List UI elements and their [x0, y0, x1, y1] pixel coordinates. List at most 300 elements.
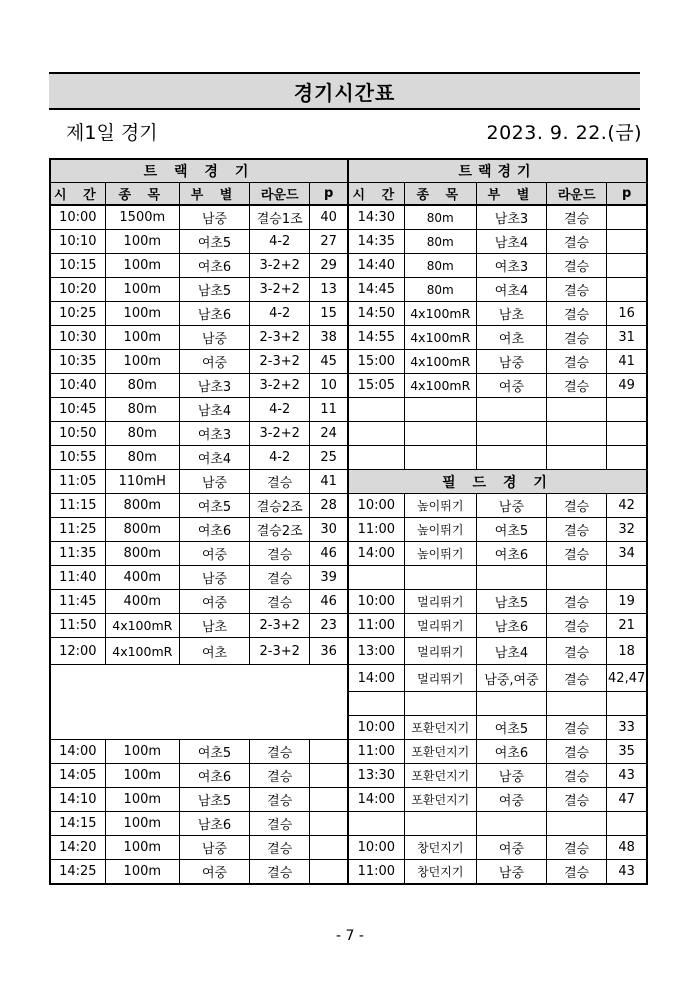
cell-right-page: 42 [607, 494, 647, 518]
table-row [50, 398, 647, 422]
header-page: p [607, 183, 647, 206]
cell-left-page: 46 [310, 590, 348, 614]
cell-right-round: 결승 [547, 302, 607, 326]
cell-left-round: 2-3+2 [250, 614, 310, 638]
cell-right-time [348, 398, 404, 422]
table-row [50, 566, 647, 590]
cell-left-time: 11:05 [50, 470, 105, 494]
cell-left-division: 남중 [179, 470, 249, 494]
cell-right-event: 4x100mR [404, 326, 476, 350]
cell-left-page [310, 740, 348, 764]
cell-right-page: 32 [607, 518, 647, 542]
cell-right-division: 여중 [476, 374, 546, 398]
cell-left-time: 14:15 [50, 812, 105, 836]
cell-right-round [547, 692, 607, 716]
cell-right-round [547, 566, 607, 590]
cell-left-division: 남중 [179, 566, 249, 590]
cell-left-division: 여초4 [179, 446, 249, 470]
table-row [50, 638, 647, 665]
cell-right-event: 포환던지기 [404, 788, 476, 812]
cell-right-division: 여초5 [476, 716, 546, 740]
cell-right-event: 80m [404, 230, 476, 254]
cell-right-page: 34 [607, 542, 647, 566]
cell-left-division: 여중 [179, 542, 249, 566]
cell-right-time: 11:00 [348, 740, 404, 764]
cell-right-event: 높이뛰기 [404, 494, 476, 518]
cell-right-event: 멀리뛰기 [404, 638, 476, 665]
cell-right-time: 15:05 [348, 374, 404, 398]
cell-right-division: 남중 [476, 764, 546, 788]
cell-right-event: 창던지기 [404, 860, 476, 885]
cell-left-event: 80m [105, 446, 179, 470]
cell-left-page [310, 860, 348, 885]
cell-left-division: 남중 [179, 326, 249, 350]
header-event: 종 목 [105, 183, 179, 206]
cell-right-division: 남중 [476, 494, 546, 518]
cell-left-time: 11:50 [50, 614, 105, 638]
cell-right-event [404, 692, 476, 716]
cell-right-division: 여초4 [476, 278, 546, 302]
cell-left-page: 24 [310, 422, 348, 446]
cell-right-time [348, 446, 404, 470]
cell-right-page: 35 [607, 740, 647, 764]
cell-right-time [348, 566, 404, 590]
cell-left-page: 29 [310, 254, 348, 278]
cell-right-time: 14:00 [348, 542, 404, 566]
cell-right-event: 멀리뛰기 [404, 590, 476, 614]
cell-right-round: 결승 [547, 254, 607, 278]
cell-right-time: 13:30 [348, 764, 404, 788]
cell-left-event: 400m [105, 566, 179, 590]
cell-right-event [404, 446, 476, 470]
cell-left-page: 10 [310, 374, 348, 398]
cell-left-time: 10:40 [50, 374, 105, 398]
cell-right-page [607, 812, 647, 836]
table-row [50, 665, 647, 692]
cell-left-division: 남중 [179, 836, 249, 860]
cell-left-time: 11:25 [50, 518, 105, 542]
cell-left-division: 여초6 [179, 254, 249, 278]
cell-left-round: 4-2 [250, 302, 310, 326]
cell-left-division: 여중 [179, 590, 249, 614]
cell-right-event [404, 422, 476, 446]
cell-right-page: 19 [607, 590, 647, 614]
cell-left-event: 100m [105, 230, 179, 254]
cell-left-event: 100m [105, 350, 179, 374]
cell-right-round: 결승 [547, 278, 607, 302]
cell-left-time: 11:15 [50, 494, 105, 518]
cell-right-event: 80m [404, 205, 476, 230]
cell-right-division [476, 422, 546, 446]
cell-right-page: 49 [607, 374, 647, 398]
day-label: 제1일 경기 [66, 122, 158, 144]
cell-right-time: 11:00 [348, 518, 404, 542]
cell-right-page: 41 [607, 350, 647, 374]
cell-right-division: 남초4 [476, 230, 546, 254]
cell-right-round [547, 422, 607, 446]
cell-right-event [404, 812, 476, 836]
cell-left-round: 결승 [250, 788, 310, 812]
header-page: p [310, 183, 348, 206]
cell-right-time: 10:00 [348, 716, 404, 740]
cell-left-page: 36 [310, 638, 348, 665]
cell-left-time: 14:10 [50, 788, 105, 812]
cell-right-page [607, 254, 647, 278]
cell-right-page: 47 [607, 788, 647, 812]
cell-left-event: 100m [105, 788, 179, 812]
cell-right-page [607, 230, 647, 254]
table-row [50, 278, 647, 302]
cell-left-time: 14:20 [50, 836, 105, 860]
table-row [50, 422, 647, 446]
cell-left-event: 800m [105, 494, 179, 518]
cell-right-division: 여초6 [476, 542, 546, 566]
cell-left-round: 결승1조 [250, 205, 310, 230]
cell-left-event: 100m [105, 302, 179, 326]
cell-right-division: 여초5 [476, 518, 546, 542]
cell-left-event: 1500m [105, 205, 179, 230]
cell-left-event: 100m [105, 812, 179, 836]
cell-right-division: 남초 [476, 302, 546, 326]
cell-left-event: 100m [105, 836, 179, 860]
table-row [50, 860, 647, 885]
cell-left-round: 결승 [250, 590, 310, 614]
cell-left-division: 남초 [179, 614, 249, 638]
cell-left-time: 10:20 [50, 278, 105, 302]
cell-left-page [310, 764, 348, 788]
cell-left-page: 39 [310, 566, 348, 590]
table-row [50, 614, 647, 638]
cell-left-round: 결승 [250, 470, 310, 494]
cell-right-division: 남초5 [476, 590, 546, 614]
cell-left-event: 100m [105, 764, 179, 788]
cell-left-round: 결승 [250, 860, 310, 885]
page-title: 경기시간표 [49, 72, 640, 110]
cell-right-time [348, 692, 404, 716]
cell-right-round: 결승 [547, 542, 607, 566]
cell-left-round: 결승2조 [250, 518, 310, 542]
cell-left-division: 여초3 [179, 422, 249, 446]
cell-left-round: 3-2+2 [250, 278, 310, 302]
cell-left-page: 28 [310, 494, 348, 518]
cell-left-round: 결승 [250, 764, 310, 788]
cell-left-time: 10:00 [50, 205, 105, 230]
table-row [50, 230, 647, 254]
cell-right-page: 43 [607, 764, 647, 788]
header-event: 종 목 [404, 183, 476, 206]
cell-left-event: 800m [105, 542, 179, 566]
cell-right-round: 결승 [547, 230, 607, 254]
cell-left-time: 10:55 [50, 446, 105, 470]
cell-right-division: 여초3 [476, 254, 546, 278]
cell-left-division: 남초6 [179, 812, 249, 836]
cell-left-division: 여초5 [179, 740, 249, 764]
cell-left-page: 30 [310, 518, 348, 542]
cell-left-time: 10:30 [50, 326, 105, 350]
cell-right-round: 결승 [547, 590, 607, 614]
cell-left-page: 25 [310, 446, 348, 470]
cell-right-division [476, 446, 546, 470]
cell-left-page: 41 [310, 470, 348, 494]
table-row [50, 740, 647, 764]
cell-left-page: 13 [310, 278, 348, 302]
table-row [50, 326, 647, 350]
cell-left-event: 400m [105, 590, 179, 614]
cell-right-time: 14:45 [348, 278, 404, 302]
cell-right-round [547, 812, 607, 836]
cell-right-time: 14:50 [348, 302, 404, 326]
cell-left-division: 여초6 [179, 518, 249, 542]
cell-left-division: 남초6 [179, 302, 249, 326]
cell-right-round: 결승 [547, 716, 607, 740]
header-time: 시 간 [348, 183, 404, 206]
cell-left-time: 10:35 [50, 350, 105, 374]
cell-left-event: 80m [105, 422, 179, 446]
cell-right-time: 14:00 [348, 665, 404, 692]
cell-right-event: 4x100mR [404, 350, 476, 374]
cell-left-event: 100m [105, 860, 179, 885]
right-section-title: 트랙경기 [348, 159, 647, 183]
cell-right-round [547, 398, 607, 422]
table-row [50, 590, 647, 614]
table-row [50, 542, 647, 566]
cell-right-time: 11:00 [348, 860, 404, 885]
cell-left-round: 2-3+2 [250, 326, 310, 350]
cell-right-event [404, 566, 476, 590]
cell-left-time: 11:35 [50, 542, 105, 566]
cell-left-division: 여초 [179, 638, 249, 665]
cell-left-event: 100m [105, 740, 179, 764]
cell-right-time: 14:35 [348, 230, 404, 254]
cell-left-page [310, 788, 348, 812]
cell-right-division: 여중 [476, 836, 546, 860]
schedule-table [49, 158, 648, 885]
cell-left-division: 여중 [179, 350, 249, 374]
table-row [50, 836, 647, 860]
cell-left-event: 110mH [105, 470, 179, 494]
cell-right-event: 멀리뛰기 [404, 665, 476, 692]
cell-right-round: 결승 [547, 740, 607, 764]
date-label: 2023. 9. 22.(금) [486, 122, 642, 144]
cell-left-time: 11:45 [50, 590, 105, 614]
cell-left-time: 14:00 [50, 740, 105, 764]
cell-right-time: 14:30 [348, 205, 404, 230]
table-row [50, 470, 647, 494]
table-row [50, 205, 647, 230]
cell-right-page [607, 278, 647, 302]
cell-left-event: 4x100mR [105, 614, 179, 638]
cell-left-division: 여초5 [179, 230, 249, 254]
cell-right-division: 남중 [476, 350, 546, 374]
cell-right-page [607, 446, 647, 470]
cell-right-division: 남중,여중 [476, 665, 546, 692]
field-section-title: 필 드 경 기 [348, 470, 647, 494]
cell-right-division: 여초 [476, 326, 546, 350]
cell-right-round [547, 446, 607, 470]
cell-right-page: 21 [607, 614, 647, 638]
cell-left-event: 80m [105, 374, 179, 398]
cell-right-time: 14:55 [348, 326, 404, 350]
cell-right-division: 남중 [476, 860, 546, 885]
cell-left-round: 결승 [250, 836, 310, 860]
cell-left-division: 여초5 [179, 494, 249, 518]
table-row [50, 374, 647, 398]
cell-right-round: 결승 [547, 350, 607, 374]
table-row [50, 494, 647, 518]
cell-left-division: 여초6 [179, 764, 249, 788]
cell-left-page [310, 812, 348, 836]
cell-right-event: 멀리뛰기 [404, 614, 476, 638]
cell-left-round: 결승 [250, 566, 310, 590]
cell-left-page: 46 [310, 542, 348, 566]
cell-left-page: 15 [310, 302, 348, 326]
header-round: 라운드 [250, 183, 310, 206]
cell-right-round: 결승 [547, 788, 607, 812]
cell-left-page: 27 [310, 230, 348, 254]
cell-right-division: 여중 [476, 788, 546, 812]
cell-right-round: 결승 [547, 665, 607, 692]
cell-left-round: 4-2 [250, 446, 310, 470]
cell-right-event: 포환던지기 [404, 716, 476, 740]
cell-left-round: 결승 [250, 542, 310, 566]
table-row [50, 254, 647, 278]
header-division: 부 별 [476, 183, 546, 206]
cell-left-round: 2-3+2 [250, 638, 310, 665]
cell-left-event: 100m [105, 278, 179, 302]
cell-right-time: 13:00 [348, 638, 404, 665]
cell-right-page [607, 566, 647, 590]
cell-right-event: 포환던지기 [404, 764, 476, 788]
cell-left-page: 45 [310, 350, 348, 374]
cell-left-division: 여중 [179, 860, 249, 885]
cell-left-round: 결승 [250, 740, 310, 764]
cell-right-division: 남초4 [476, 638, 546, 665]
cell-right-division: 여초6 [476, 740, 546, 764]
cell-right-event: 창던지기 [404, 836, 476, 860]
cell-right-round: 결승 [547, 614, 607, 638]
cell-left-division: 남중 [179, 205, 249, 230]
cell-left-time: 10:25 [50, 302, 105, 326]
header-time: 시 간 [50, 183, 105, 206]
cell-right-page: 48 [607, 836, 647, 860]
cell-right-event: 4x100mR [404, 374, 476, 398]
cell-right-page: 31 [607, 326, 647, 350]
cell-left-page [310, 836, 348, 860]
table-row [50, 302, 647, 326]
left-section-title: 트 랙 경 기 [50, 159, 348, 183]
cell-right-page: 18 [607, 638, 647, 665]
header-division: 부 별 [179, 183, 249, 206]
table-row [50, 350, 647, 374]
cell-right-event: 80m [404, 278, 476, 302]
cell-right-time: 14:00 [348, 788, 404, 812]
cell-right-round: 결승 [547, 374, 607, 398]
cell-right-page: 33 [607, 716, 647, 740]
cell-left-round: 4-2 [250, 230, 310, 254]
cell-right-round: 결승 [547, 205, 607, 230]
cell-left-division: 남초5 [179, 788, 249, 812]
cell-right-round: 결승 [547, 860, 607, 885]
cell-right-page [607, 422, 647, 446]
cell-right-time [348, 422, 404, 446]
cell-left-page: 11 [310, 398, 348, 422]
cell-right-page: 16 [607, 302, 647, 326]
cell-left-page: 40 [310, 205, 348, 230]
cell-left-round: 결승2조 [250, 494, 310, 518]
cell-right-time: 10:00 [348, 590, 404, 614]
cell-left-event: 80m [105, 398, 179, 422]
cell-left-time: 11:40 [50, 566, 105, 590]
cell-left-page: 38 [310, 326, 348, 350]
blank-block [50, 665, 348, 740]
cell-right-event: 80m [404, 254, 476, 278]
cell-left-time: 14:05 [50, 764, 105, 788]
cell-right-event: 포환던지기 [404, 740, 476, 764]
cell-left-division: 남초3 [179, 374, 249, 398]
cell-right-division [476, 566, 546, 590]
table-row [50, 764, 647, 788]
cell-left-round: 3-2+2 [250, 254, 310, 278]
cell-right-division: 남초3 [476, 205, 546, 230]
cell-right-round: 결승 [547, 764, 607, 788]
cell-right-round: 결승 [547, 326, 607, 350]
table-row [50, 788, 647, 812]
cell-right-page: 43 [607, 860, 647, 885]
cell-left-round: 2-3+2 [250, 350, 310, 374]
cell-left-round: 3-2+2 [250, 422, 310, 446]
cell-right-round: 결승 [547, 836, 607, 860]
cell-left-page: 23 [310, 614, 348, 638]
cell-right-round: 결승 [547, 494, 607, 518]
cell-right-division: 남초6 [476, 614, 546, 638]
cell-left-time: 10:15 [50, 254, 105, 278]
cell-left-time: 10:45 [50, 398, 105, 422]
cell-right-time: 10:00 [348, 836, 404, 860]
cell-right-page [607, 398, 647, 422]
cell-left-time: 10:10 [50, 230, 105, 254]
cell-right-time: 11:00 [348, 614, 404, 638]
cell-right-event: 높이뛰기 [404, 542, 476, 566]
cell-right-event: 높이뛰기 [404, 518, 476, 542]
cell-left-event: 800m [105, 518, 179, 542]
cell-right-event: 4x100mR [404, 302, 476, 326]
cell-left-round: 결승 [250, 812, 310, 836]
cell-left-division: 남초4 [179, 398, 249, 422]
page-number: - 7 - [336, 928, 364, 944]
cell-right-time [348, 812, 404, 836]
cell-right-division [476, 398, 546, 422]
cell-left-round: 3-2+2 [250, 374, 310, 398]
header-round: 라운드 [547, 183, 607, 206]
cell-left-time: 14:25 [50, 860, 105, 885]
cell-right-time: 14:40 [348, 254, 404, 278]
table-row [50, 446, 647, 470]
cell-right-round: 결승 [547, 638, 607, 665]
cell-left-time: 12:00 [50, 638, 105, 665]
cell-right-time: 15:00 [348, 350, 404, 374]
cell-left-round: 4-2 [250, 398, 310, 422]
cell-right-event [404, 398, 476, 422]
cell-left-event: 100m [105, 326, 179, 350]
table-row [50, 518, 647, 542]
cell-right-page [607, 205, 647, 230]
cell-right-page: 42,47 [607, 665, 647, 692]
cell-right-division [476, 692, 546, 716]
cell-left-division: 남초5 [179, 278, 249, 302]
cell-right-time: 10:00 [348, 494, 404, 518]
cell-right-division [476, 812, 546, 836]
cell-left-event: 4x100mR [105, 638, 179, 665]
